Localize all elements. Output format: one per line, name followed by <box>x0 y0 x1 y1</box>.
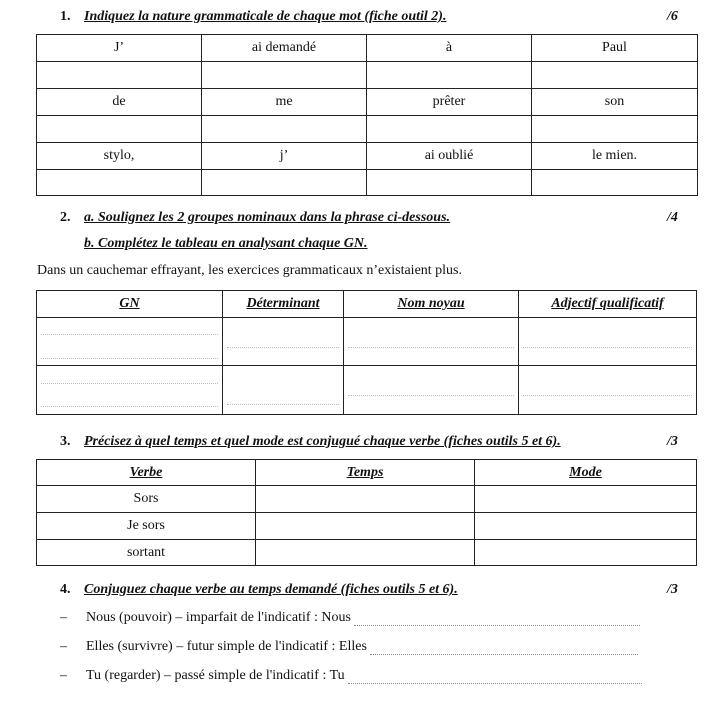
q1-word-cell: ai demandé <box>202 35 367 62</box>
q2-points: /4 <box>667 210 678 225</box>
q1-answer-cell[interactable] <box>37 116 202 143</box>
q1-word-cell: stylo, <box>37 143 202 170</box>
q3-row <box>37 540 697 566</box>
q4-item-text: Nous (pouvoir) – imparfait de l'indicatif : Nous <box>86 610 351 625</box>
q1-answer-cell[interactable] <box>37 170 202 196</box>
q1-answer-cell[interactable] <box>532 116 698 143</box>
q1-word-row <box>37 35 698 62</box>
q2-heading <box>60 210 450 226</box>
q3-temps-cell[interactable] <box>256 540 475 566</box>
q3-header-row <box>37 460 697 486</box>
q1-word-cell: me <box>202 89 367 116</box>
q4-points: /3 <box>667 582 678 597</box>
q1-answer-cell[interactable] <box>202 116 367 143</box>
q2-header-row <box>37 291 697 318</box>
q4-item <box>60 668 642 684</box>
q3-header-temps: Temps <box>256 460 475 486</box>
q1-answer-cell[interactable] <box>202 62 367 89</box>
q4-item <box>60 639 638 655</box>
q1-answer-cell[interactable] <box>367 62 532 89</box>
q3-heading <box>60 434 561 450</box>
q1-title: Indiquez la nature grammaticale de chaque mot (fiche outil 2). <box>84 9 447 24</box>
q2-answer-cell[interactable] <box>519 318 697 366</box>
q2-answer-cell[interactable] <box>344 318 519 366</box>
q2-header-determinant: Déterminant <box>223 291 344 318</box>
q1-heading <box>60 9 446 25</box>
q1-answer-row <box>37 62 698 89</box>
q3-number: 3. <box>60 434 71 449</box>
q4-heading <box>60 582 458 598</box>
q1-answer-cell[interactable] <box>37 62 202 89</box>
q2-answer-cell[interactable] <box>37 366 223 415</box>
q1-answer-cell[interactable] <box>367 170 532 196</box>
q2-answer-cell[interactable] <box>37 318 223 366</box>
q1-answer-cell[interactable] <box>367 116 532 143</box>
q1-word-cell: son <box>532 89 698 116</box>
q3-mode-cell[interactable] <box>475 486 697 513</box>
q1-word-cell: Paul <box>532 35 698 62</box>
q1-word-cell: ai oublié <box>367 143 532 170</box>
q1-word-cell: à <box>367 35 532 62</box>
q1-word-cell: j’ <box>202 143 367 170</box>
q2-answer-row <box>37 318 697 366</box>
q4-item-text: Elles (survivre) – futur simple de l'indicatif : Elles <box>86 639 367 654</box>
q1-word-cell: de <box>37 89 202 116</box>
q3-table <box>36 459 697 566</box>
q2-answer-cell[interactable] <box>223 366 344 415</box>
q2-answer-row <box>37 366 697 415</box>
q3-verb-cell: Sors <box>37 486 256 513</box>
q4-title: Conjuguez chaque verbe au temps demandé (fiches outils 5 et 6). <box>84 582 458 597</box>
q4-dash: – <box>60 668 67 683</box>
q2-subheading <box>84 236 368 252</box>
q3-verb-cell: Je sors <box>37 513 256 540</box>
q1-answer-cell[interactable] <box>532 62 698 89</box>
q2-header-gn: GN <box>37 291 223 318</box>
q4-answer-line[interactable] <box>370 644 638 655</box>
q4-dash: – <box>60 610 67 625</box>
q2-answer-cell[interactable] <box>223 318 344 366</box>
q3-header-mode: Mode <box>475 460 697 486</box>
q2-number: 2. <box>60 210 71 225</box>
q4-number: 4. <box>60 582 71 597</box>
q3-mode-cell[interactable] <box>475 513 697 540</box>
q1-word-cell: prêter <box>367 89 532 116</box>
q1-points: /6 <box>667 9 678 24</box>
q4-answer-line[interactable] <box>354 615 640 626</box>
q2-table <box>36 290 697 415</box>
q3-verb-cell: sortant <box>37 540 256 566</box>
q3-title: Précisez à quel temps et quel mode est conjugué chaque verbe (fiches outils 5 et 6). <box>84 434 561 449</box>
q2-title-a: a. Soulignez les 2 groupes nominaux dans la phrase ci-dessous. <box>84 210 451 225</box>
q4-item-text: Tu (regarder) – passé simple de l'indicatif : Tu <box>86 668 345 683</box>
q1-word-cell: J’ <box>37 35 202 62</box>
q1-word-row <box>37 89 698 116</box>
q3-row <box>37 513 697 540</box>
q2-header-nom-noyau: Nom noyau <box>344 291 519 318</box>
q1-table <box>36 34 698 196</box>
q3-mode-cell[interactable] <box>475 540 697 566</box>
q4-dash: – <box>60 639 67 654</box>
q2-header-adjectif: Adjectif qualificatif <box>519 291 697 318</box>
q3-header-verbe: Verbe <box>37 460 256 486</box>
q1-answer-cell[interactable] <box>532 170 698 196</box>
q1-word-row <box>37 143 698 170</box>
q4-answer-line[interactable] <box>348 673 642 684</box>
q3-row <box>37 486 697 513</box>
q1-number: 1. <box>60 9 71 24</box>
q3-temps-cell[interactable] <box>256 486 475 513</box>
q2-answer-cell[interactable] <box>519 366 697 415</box>
q3-points: /3 <box>667 434 678 449</box>
q2-answer-cell[interactable] <box>344 366 519 415</box>
q3-temps-cell[interactable] <box>256 513 475 540</box>
q1-word-cell: le mien. <box>532 143 698 170</box>
q1-answer-row <box>37 170 698 196</box>
q1-answer-cell[interactable] <box>202 170 367 196</box>
q2-sentence: Dans un cauchemar effrayant, les exercices grammaticaux n’existaient plus. <box>37 263 463 278</box>
q1-answer-row <box>37 116 698 143</box>
q2-title-b: b. Complétez le tableau en analysant chaque GN. <box>84 236 368 251</box>
q4-item <box>60 610 640 626</box>
